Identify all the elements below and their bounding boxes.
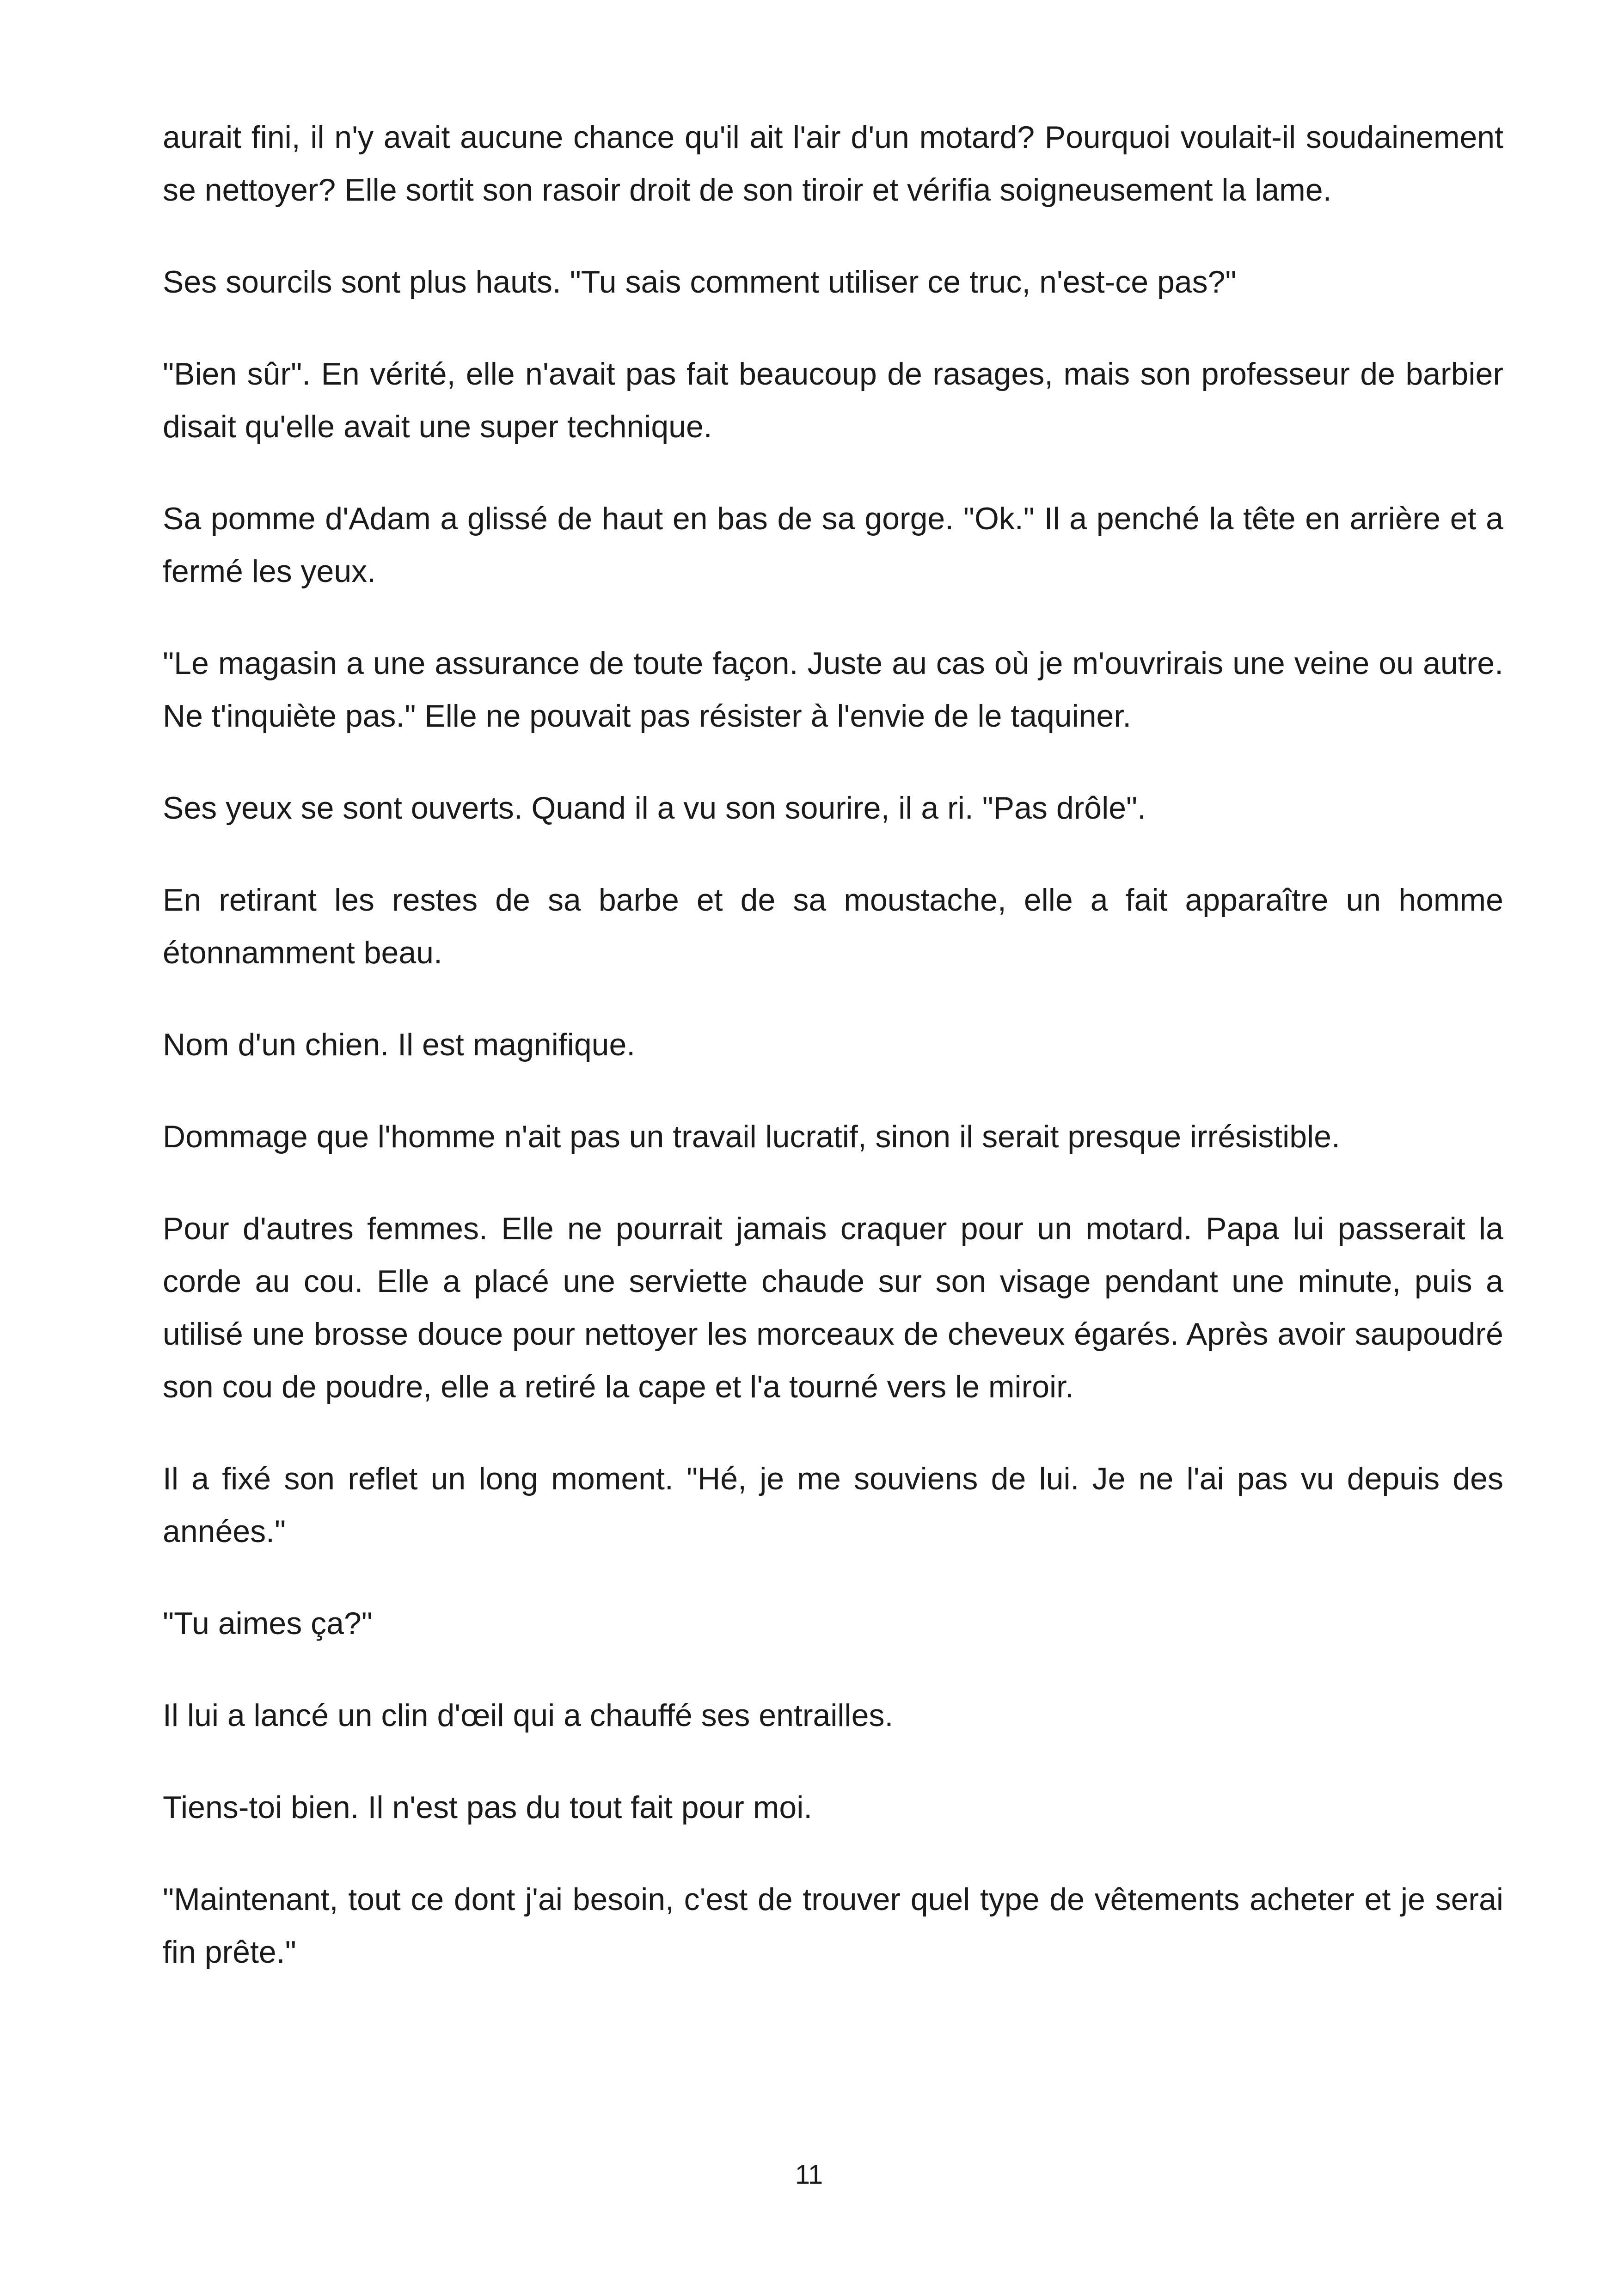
paragraph-4: Sa pomme d'Adam a glissé de haut en bas de sa gorge. "Ok." Il a penché la tête en arrière et a fermé les yeux. (163, 501, 1503, 589)
paragraph-6: Ses yeux se sont ouverts. Quand il a vu son sourire, il a ri. "Pas drôle". (163, 790, 1146, 826)
paragraph-11: Il a fixé son reflet un long moment. "Hé, je me souviens de lui. Je ne l'ai pas vu depuis des années." (163, 1461, 1503, 1549)
page-number: 11 (795, 2160, 823, 2190)
paragraph-7: En retirant les restes de sa barbe et de sa moustache, elle a fait apparaître un homme étonnamment beau. (163, 882, 1503, 970)
paragraph-9: Dommage que l'homme n'ait pas un travail lucratif, sinon il serait presque irrésistible. (163, 1119, 1340, 1154)
paragraph-15: "Maintenant, tout ce dont j'ai besoin, c'est de trouver quel type de vêtements acheter et je serai fin prête." (163, 1882, 1503, 1970)
paragraph-10: Pour d'autres femmes. Elle ne pourrait jamais craquer pour un motard. Papa lui passerait la corde au cou. Elle a placé une serviette chaude sur son visage pendant une minute, puis a utilisé une brosse douce pour nettoyer les morceaux de cheveux égarés. Après avoir saupoudré son cou de poudre, elle a retiré la cape et l'a tourné vers le miroir. (163, 1211, 1503, 1404)
paragraph-5: "Le magasin a une assurance de toute façon. Juste au cas où je m'ouvrirais une veine ou autre. Ne t'inquiète pas." Elle ne pouvait pas résister à l'envie de le taquiner. (163, 646, 1503, 734)
paragraph-13: Il lui a lancé un clin d'œil qui a chauffé ses entrailles. (163, 1698, 894, 1733)
paragraph-1: aurait fini, il n'y avait aucune chance qu'il ait l'air d'un motard? Pourquoi voulait-il soudainement se nettoyer? Elle sortit son rasoir droit de son tiroir et vérifia soigneusement la lame. (163, 120, 1503, 208)
paragraph-8: Nom d'un chien. Il est magnifique. (163, 1027, 636, 1062)
paragraph-12: "Tu aimes ça?" (163, 1606, 373, 1641)
body-text (163, 111, 1503, 2018)
paragraph-3: "Bien sûr". En vérité, elle n'avait pas fait beaucoup de rasages, mais son professeur de barbier disait qu'elle avait une super technique. (163, 356, 1503, 444)
paragraph-14: Tiens-toi bien. Il n'est pas du tout fait pour moi. (163, 1790, 813, 1825)
paragraph-2: Ses sourcils sont plus hauts. "Tu sais comment utiliser ce truc, n'est-ce pas?" (163, 264, 1237, 300)
